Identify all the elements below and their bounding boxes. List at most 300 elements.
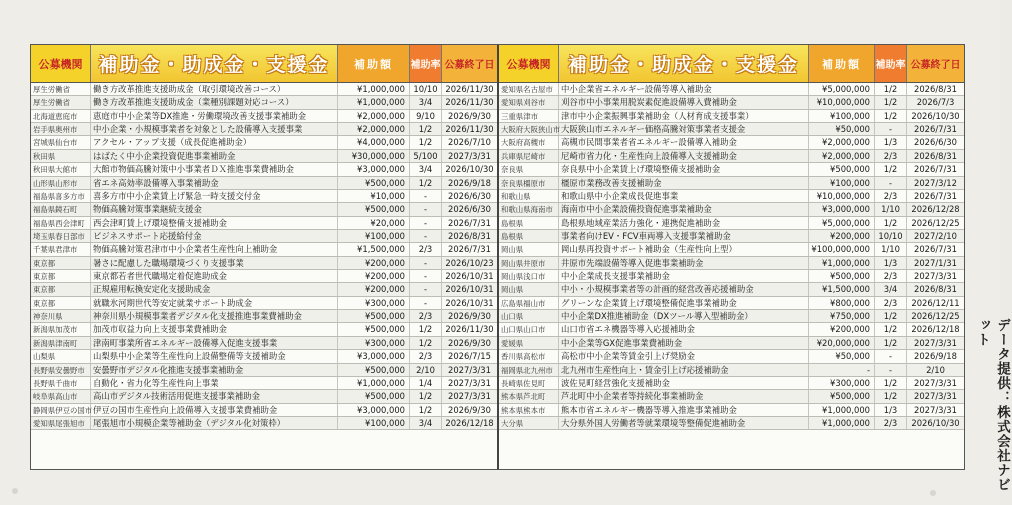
table-row [499,364,964,377]
program-name-cell: 中小企業省エネルギー設備等導入補助金 [559,83,809,95]
amount-cell: ¥5,000,000 [809,217,875,229]
amount-cell: ¥2,000,000 [338,110,410,122]
end-date-cell: 2026/9/30 [448,311,491,322]
end-date-cell: 2026/12/25 [911,311,960,322]
amount-cell: ¥1,000,000 [809,257,875,269]
end-date-cell: 2027/3/12 [914,177,957,188]
amount-cell: ¥2,000,000 [809,136,875,148]
end-date-cell: 2026/6/30 [448,190,491,201]
rows-right [499,83,964,430]
header-agency: 公募機関 [31,45,91,82]
end-date-cell: 2027/3/31 [448,377,491,388]
rate-cell: 1/2 [410,390,442,402]
header-end-date: 公募終了日 [442,45,497,82]
rate-cell: 10/10 [875,230,907,242]
rate-cell: 1/2 [410,404,442,416]
amount-cell: ¥50,000 [809,350,875,362]
table-row [31,404,497,417]
amount-cell: ¥1,500,000 [338,243,410,255]
header-rate: 補助率 [875,45,907,82]
table-row [31,310,497,323]
agency-cell: 山口県 [499,310,559,322]
rate-cell: - [410,230,442,242]
agency-cell: 厚生労働省 [31,83,91,95]
amount-cell: ¥200,000 [809,230,875,242]
end-date-cell: 2/10 [926,364,945,375]
program-name-cell: 就職氷河期世代等安定就業サポート助成金 [91,297,338,309]
amount-cell: ¥50,000 [809,123,875,135]
program-name-cell: 暑さに配慮した職場環境づくり支援事業 [91,257,338,269]
end-date-cell: 2027/2/10 [914,230,957,241]
program-name-cell: 省エネ高効率設備導入事業補助金 [91,177,338,189]
rate-cell: 1/3 [875,136,907,148]
agency-cell: 島根県 [499,230,559,242]
rate-cell: 1/2 [875,163,907,175]
agency-cell: 奈良県 [499,163,559,175]
table-row [31,323,497,336]
program-name-cell: 山梨県中小企業等生産性向上設備整備等支援補助金 [91,350,338,362]
end-date-cell: 2026/7/15 [448,351,491,362]
table-row [499,110,964,123]
end-date-cell: 2026/12/18 [445,417,494,428]
agency-cell: 広島県福山市 [499,297,559,309]
table-row [31,283,497,296]
amount-cell: ¥1,000,000 [338,96,410,108]
end-date-cell: 2027/1/31 [914,257,957,268]
end-date-cell: 2026/7/10 [448,137,491,148]
table-row [499,297,964,310]
end-date-cell: 2026/11/30 [445,84,494,94]
table-row [499,404,964,417]
program-name-cell: 西会津町賃上げ環境整備支援補助金 [91,217,338,229]
rate-cell: 10/10 [410,83,442,95]
table-header-right [499,45,964,83]
end-date-cell: 2027/3/31 [448,150,491,161]
rate-cell: 1/2 [410,337,442,349]
end-date-cell: 2026/10/23 [445,257,494,268]
table-row [499,337,964,350]
amount-cell: ¥200,000 [338,270,410,282]
agency-cell: 岩手県奥州市 [31,123,91,135]
rate-cell: 2/3 [410,243,442,255]
rows-left [31,83,497,430]
amount-cell: ¥10,000,000 [809,96,875,108]
end-date-cell: 2026/11/30 [445,97,494,108]
program-name-cell: 熊本市省エネルギー機器等導入推進事業補助金 [559,404,809,416]
rate-cell: 1/2 [410,136,442,148]
table-row [31,297,497,310]
rate-cell: 2/3 [410,310,442,322]
end-date-cell: 2026/11/30 [445,324,494,335]
table-row [499,217,964,230]
rate-cell: 5/100 [410,150,442,162]
amount-cell: ¥300,000 [338,297,410,309]
end-date-cell: 2027/3/31 [448,364,491,375]
rate-cell: - [410,297,442,309]
program-name-cell: 神奈川県小規模事業者デジタル化支援推進事業費補助金 [91,310,338,322]
end-date-cell: 2026/10/30 [911,110,960,121]
end-date-cell: 2026/9/18 [448,177,491,188]
agency-cell: 新潟県津南町 [31,337,91,349]
program-name-cell: 大分県外国人労働者等就業環境等整備促進補助金 [559,417,809,429]
end-date-cell: 2026/12/28 [911,204,960,215]
amount-cell: ¥200,000 [338,283,410,295]
amount-cell: ¥2,000,000 [338,123,410,135]
table-row [31,270,497,283]
program-name-cell: 津南町事業所省エネルギー設備導入促進支援事業 [91,337,338,349]
program-name-cell: 加茂市収益力向上支援事業費補助金 [91,323,338,335]
amount-cell: ¥1,000,000 [338,83,410,95]
table-row [499,83,964,96]
agency-cell: 熊本県芦北町 [499,390,559,402]
agency-cell: 長崎県佐見町 [499,377,559,389]
rate-cell: 2/10 [410,364,442,376]
table-row [499,417,964,430]
end-date-cell: 2027/3/31 [914,337,957,348]
rate-cell: - [875,177,907,189]
table-row [499,310,964,323]
agency-cell: 山梨県 [31,350,91,362]
amount-cell: - [809,364,875,376]
rate-cell: 1/3 [875,404,907,416]
program-name-cell: 中小企業成長支援事業補助金 [559,270,809,282]
end-date-cell: 2026/10/30 [911,417,960,428]
end-date-cell: 2026/7/31 [448,217,491,228]
table-header-left [31,45,497,83]
program-name-cell: 尼崎市省力化・生産性向上設備導入支援補助金 [559,150,809,162]
end-date-cell: 2026/7/31 [914,164,957,175]
agency-cell: 秋田県 [31,150,91,162]
rate-cell: 1/10 [875,203,907,215]
amount-cell: ¥3,000,000 [338,163,410,175]
end-date-cell: 2027/3/31 [448,391,491,402]
amount-cell: ¥20,000,000 [809,337,875,349]
table-row [499,390,964,403]
rate-cell: 1/2 [875,96,907,108]
table-row [499,377,964,390]
agency-cell: 愛知県尾張旭市 [31,417,91,429]
table-row [499,230,964,243]
program-name-cell: 物価高騰対策君津市中小企業者生産性向上補助金 [91,243,338,255]
end-date-cell: 2026/6/30 [914,137,957,148]
program-name-cell: 和歌山県中小企業成長促進事業 [559,190,809,202]
table-row [31,190,497,203]
header-title: 補助金・助成金・支援金 [91,45,338,82]
table-row [499,136,964,149]
amount-cell: ¥1,000,000 [809,417,875,429]
agency-cell: 山形県山形市 [31,177,91,189]
rate-cell: 1/2 [410,323,442,335]
program-name-cell: 橿原市業務改善支援補助金 [559,177,809,189]
program-name-cell: 安曇野市デジタル化推進支援事業補助金 [91,364,338,376]
program-name-cell: 事業者向けEV・FCV車両導入支援事業補助金 [559,230,809,242]
subsidy-table [30,44,965,470]
amount-cell: ¥30,000,000 [338,150,410,162]
rate-cell: 1/2 [875,83,907,95]
table-row [31,136,497,149]
agency-cell: 兵庫県尼崎市 [499,150,559,162]
rate-cell: - [410,190,442,202]
table-row [499,270,964,283]
agency-cell: 神奈川県 [31,310,91,322]
agency-cell: 岡山県 [499,283,559,295]
agency-cell: 東京都 [31,283,91,295]
amount-cell: ¥500,000 [338,310,410,322]
rate-cell: 1/2 [875,217,907,229]
table-row [31,390,497,403]
rate-cell: - [410,283,442,295]
program-name-cell: 働き方改革推進支援助成金（業種別課題対応コース） [91,96,338,108]
program-name-cell: アクセル・アップ支援（成長促進補助金） [91,136,338,148]
rate-cell: 1/3 [875,257,907,269]
end-date-cell: 2026/9/30 [448,404,491,415]
rate-cell: - [875,350,907,362]
table-row [499,177,964,190]
amount-cell: ¥100,000 [338,230,410,242]
table-row [31,110,497,123]
amount-cell: ¥300,000 [809,377,875,389]
end-date-cell: 2026/7/31 [448,244,491,255]
amount-cell: ¥2,000,000 [809,150,875,162]
amount-cell: ¥100,000 [809,110,875,122]
agency-cell: 東京都 [31,297,91,309]
table-row [31,163,497,176]
agency-cell: 埼玉県春日部市 [31,230,91,242]
table-row [499,163,964,176]
rate-cell: 3/4 [410,163,442,175]
program-name-cell: 津市中小企業振興事業補助金（人材育成支援事業） [559,110,809,122]
program-name-cell: 刈谷市中小事業用脱炭素促進設備導入費補助金 [559,96,809,108]
end-date-cell: 2026/12/18 [911,324,960,335]
program-name-cell: 大阪狭山市エネルギー価格高騰対策事業者支援金 [559,123,809,135]
agency-cell: 熊本県熊本市 [499,404,559,416]
end-date-cell: 2026/6/30 [448,204,491,215]
amount-cell: ¥3,000,000 [338,350,410,362]
agency-cell: 厚生労働省 [31,96,91,108]
amount-cell: ¥100,000 [809,177,875,189]
table-row [499,190,964,203]
program-name-cell: 井原市先端設備等導入促進事業補助金 [559,257,809,269]
table-row [31,217,497,230]
program-name-cell: 自動化・省力化等生産性向上事業 [91,377,338,389]
agency-cell: 千葉県君津市 [31,243,91,255]
agency-cell: 秋田県大館市 [31,163,91,175]
header-title: 補助金・助成金・支援金 [559,45,809,82]
program-name-cell: 高槻市民間事業者省エネルギー設備導入補助金 [559,136,809,148]
program-name-cell: 高松市中小企業等賃金引上げ奨励金 [559,350,809,362]
paper-mark [12,488,18,494]
program-name-cell: 山口市省エネ機器等導入応援補助金 [559,323,809,335]
amount-cell: ¥100,000 [338,417,410,429]
table-row [499,257,964,270]
program-name-cell: 中小企業等GX促進事業費補助金 [559,337,809,349]
amount-cell: ¥500,000 [338,177,410,189]
end-date-cell: 2026/11/30 [445,124,494,135]
end-date-cell: 2026/9/30 [448,337,491,348]
amount-cell: ¥300,000 [338,337,410,349]
end-date-cell: 2026/8/31 [914,150,957,161]
agency-cell: 岡山県浅口市 [499,270,559,282]
agency-cell: 三重県津市 [499,110,559,122]
rate-cell: 3/4 [410,417,442,429]
amount-cell: ¥500,000 [338,390,410,402]
end-date-cell: 2026/10/31 [445,297,494,308]
amount-cell: ¥500,000 [338,364,410,376]
end-date-cell: 2026/12/25 [911,217,960,228]
agency-cell: 愛知県刈谷市 [499,96,559,108]
rate-cell: 2/3 [875,150,907,162]
program-name-cell: 中小企業・小規模事業者を対象とした設備導入支援事業 [91,123,338,135]
program-name-cell: 高山市デジタル技術活用促進支援事業補助金 [91,390,338,402]
agency-cell: 福岡県北九州市 [499,364,559,376]
rate-cell: 1/2 [875,337,907,349]
program-name-cell: 物価高騰対策事業継続支援金 [91,203,338,215]
table-row [499,323,964,336]
agency-cell: 和歌山県海南市 [499,203,559,215]
table-row [31,83,497,96]
rate-cell: 2/3 [410,350,442,362]
agency-cell: 福島県喜多方市 [31,190,91,202]
agency-cell: 岡山県 [499,243,559,255]
table-right-half [499,45,964,469]
program-name-cell: 東京都若者世代職場定着促進助成金 [91,270,338,282]
program-name-cell: 奈良県中小企業賃上げ環境整備支援補助金 [559,163,809,175]
table-row [31,257,497,270]
end-date-cell: 2026/8/31 [914,84,957,94]
end-date-cell: 2027/3/31 [914,271,957,282]
agency-cell: 新潟県加茂市 [31,323,91,335]
table-row [499,203,964,216]
program-name-cell: グリーンな企業賃上げ環境整備促進事業補助金 [559,297,809,309]
table-row [499,123,964,136]
agency-cell: 東京都 [31,270,91,282]
end-date-cell: 2026/9/30 [448,110,491,121]
rate-cell: 3/4 [410,96,442,108]
rate-cell: 2/3 [875,270,907,282]
agency-cell: 長野県千曲市 [31,377,91,389]
end-date-cell: 2026/10/31 [445,284,494,295]
table-row [31,377,497,390]
table-row [31,350,497,363]
rate-cell: 2/3 [875,417,907,429]
table-row [31,177,497,190]
table-row [499,283,964,296]
program-name-cell: 島根県地域産業活力強化・連携促進補助金 [559,217,809,229]
amount-cell: ¥500,000 [338,323,410,335]
table-row [499,96,964,109]
amount-cell: ¥500,000 [338,203,410,215]
end-date-cell: 2026/8/31 [448,230,491,241]
end-date-cell: 2026/7/3 [916,97,955,108]
amount-cell: ¥200,000 [338,257,410,269]
program-name-cell: 中小企業DX推進補助金（DXツール導入型補助金） [559,310,809,322]
table-row [31,417,497,430]
data-credit: データ提供：株式会社ナビット [974,318,1010,492]
header-rate: 補助率 [410,45,442,82]
agency-cell: 奈良県橿原市 [499,177,559,189]
table-row [31,150,497,163]
amount-cell: ¥800,000 [809,297,875,309]
end-date-cell: 2027/3/31 [914,391,957,402]
amount-cell: ¥750,000 [809,310,875,322]
rate-cell: 1/2 [875,323,907,335]
end-date-cell: 2027/3/31 [914,377,957,388]
amount-cell: ¥500,000 [809,163,875,175]
rate-cell: 1/4 [410,377,442,389]
amount-cell: ¥4,000,000 [338,136,410,148]
amount-cell: ¥3,000,000 [809,203,875,215]
agency-cell: 福島県鏡石町 [31,203,91,215]
agency-cell: 愛媛県 [499,337,559,349]
program-name-cell: 中小・小規模事業者等の計画的経営改善応援補助金 [559,283,809,295]
agency-cell: 福島県西会津町 [31,217,91,229]
table-row [31,243,497,256]
rate-cell: 1/2 [875,377,907,389]
program-name-cell: 大館市物価高騰対策中小事業者ＤＸ推進事業費補助金 [91,163,338,175]
rate-cell: 9/10 [410,110,442,122]
program-name-cell: 喜多方市中小企業賃上げ緊急一時支援交付金 [91,190,338,202]
amount-cell: ¥1,000,000 [338,377,410,389]
end-date-cell: 2026/12/11 [911,297,960,308]
rate-cell: - [875,364,907,376]
agency-cell: 大阪府大阪狭山市 [501,125,561,135]
table-row [499,243,964,256]
program-name-cell: 芦北町中小企業者等持続化事業補助金 [559,390,809,402]
amount-cell: ¥5,000,000 [809,83,875,95]
agency-cell: 宮城県仙台市 [31,136,91,148]
agency-cell: 香川県高松市 [499,350,559,362]
rate-cell: - [410,203,442,215]
amount-cell: ¥20,000 [338,217,410,229]
header-agency: 公募機関 [499,45,559,82]
table-row [31,123,497,136]
rate-cell: 1/2 [875,110,907,122]
paper-mark [930,490,936,496]
rate-cell: - [410,217,442,229]
header-end-date: 公募終了日 [907,45,964,82]
program-name-cell: 伊豆の国市生産性向上設備導入支援事業費補助金 [91,404,338,416]
table-row [499,350,964,363]
agency-cell: 長野県安曇野市 [31,364,91,376]
agency-cell: 東京都 [31,257,91,269]
rate-cell: 1/2 [410,177,442,189]
header-amount: 補助額 [809,45,875,82]
program-name-cell: 尾張旭市小規模企業等補助金（デジタル化対策枠） [91,417,338,429]
agency-cell: 岐阜県高山市 [31,390,91,402]
agency-cell: 山口県山口市 [499,323,559,335]
program-name-cell: 波佐見町経営強化支援補助金 [559,377,809,389]
agency-cell: 岡山県井原市 [499,257,559,269]
amount-cell: ¥1,500,000 [809,283,875,295]
program-name-cell: 恵庭市中小企業等DX推進・労働環境改善支援事業補助金 [91,110,338,122]
program-name-cell: 岡山県再投資サポート補助金（生産性向上型） [559,243,809,255]
rate-cell: 2/3 [875,190,907,202]
end-date-cell: 2026/9/18 [914,351,957,362]
table-row [31,230,497,243]
rate-cell: 1/2 [875,390,907,402]
end-date-cell: 2026/7/31 [914,244,957,255]
end-date-cell: 2027/3/31 [914,404,957,415]
program-name-cell: 働き方改革推進支援助成金（取引環境改善コース） [91,83,338,95]
amount-cell: ¥500,000 [809,270,875,282]
agency-cell: 島根県 [499,217,559,229]
program-name-cell: 正規雇用転換安定化支援助成金 [91,283,338,295]
program-name-cell: 北九州市生産性向上・賃金引上げ応援補助金 [559,364,809,376]
amount-cell: ¥200,000 [809,323,875,335]
amount-cell: ¥500,000 [809,390,875,402]
end-date-cell: 2026/7/31 [914,124,957,135]
table-row [31,96,497,109]
